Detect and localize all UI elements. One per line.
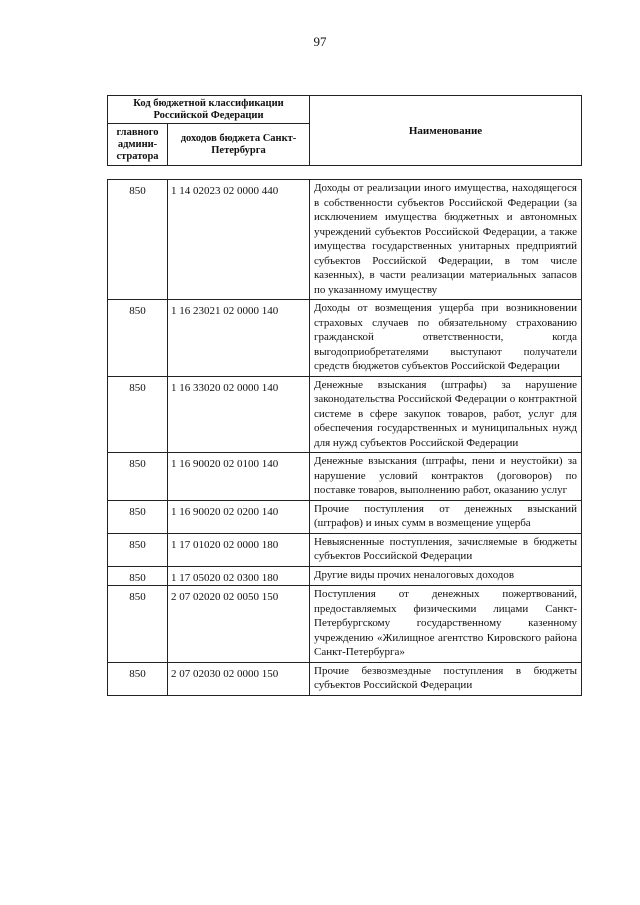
- table-header: [107, 95, 582, 166]
- header-main-administrator: главного админи-стратора: [108, 124, 168, 166]
- table-row: [108, 586, 582, 663]
- revenue-code-cell: 1 16 90020 02 0100 140: [168, 453, 310, 501]
- header-revenue-code: доходов бюджета Санкт-Петербурга: [168, 124, 310, 166]
- revenue-name-cell: Денежные взыскания (штрафы, пени и неустойки) за нарушение условий контрактов (договоров) по поставке товаров, выполнению работ, оказанию услуг: [310, 453, 582, 501]
- header-budget-classification-code: Код бюджетной классификации Российской Федерации: [108, 96, 310, 124]
- table-row: [108, 500, 582, 533]
- admin-code-cell: 850: [108, 453, 168, 501]
- revenue-name-cell: Доходы от реализации иного имущества, находящегося в собственности субъектов Российской Федерации (за исключением имущества бюджетных и автономных учреждений субъектов Российской Федерации, а также имущества государственных унитарных предприятий субъектов Российской Федерации, в том числе казенных), в части реализации материальных запасов по указанному имуществу: [310, 180, 582, 300]
- header-name: Наименование: [310, 96, 582, 166]
- admin-code-cell: 850: [108, 566, 168, 586]
- revenue-code-cell: 1 17 05020 02 0300 180: [168, 566, 310, 586]
- admin-code-cell: 850: [108, 180, 168, 300]
- revenue-code-cell: 2 07 02020 02 0050 150: [168, 586, 310, 663]
- table-row: [108, 566, 582, 586]
- revenue-name-cell: Прочие безвозмездные поступления в бюджеты субъектов Российской Федерации: [310, 662, 582, 695]
- revenue-name-cell: Прочие поступления от денежных взысканий (штрафов) и иных сумм в возмещение ущерба: [310, 500, 582, 533]
- revenue-code-cell: 2 07 02030 02 0000 150: [168, 662, 310, 695]
- page-number: 97: [313, 34, 327, 49]
- revenue-name-cell: Денежные взыскания (штрафы) за нарушение законодательства Российской Федерации о контрактной системе в сфере закупок товаров, работ, услуг для обеспечения государственных и муниципальных нужд для нужд субъектов Российской Федерации: [310, 376, 582, 453]
- revenue-code-cell: 1 16 23021 02 0000 140: [168, 300, 310, 377]
- revenue-code-cell: 1 16 33020 02 0000 140: [168, 376, 310, 453]
- admin-code-cell: 850: [108, 533, 168, 566]
- admin-code-cell: 850: [108, 376, 168, 453]
- revenue-table: [107, 179, 582, 696]
- admin-code-cell: 850: [108, 586, 168, 663]
- revenue-code-cell: 1 14 02023 02 0000 440: [168, 180, 310, 300]
- table-row: [108, 180, 582, 300]
- table-row: [108, 533, 582, 566]
- revenue-code-cell: 1 16 90020 02 0200 140: [168, 500, 310, 533]
- revenue-name-cell: Другие виды прочих неналоговых доходов: [310, 566, 582, 586]
- table-row: [108, 662, 582, 695]
- revenue-name-cell: Поступления от денежных пожертвований, предоставляемых физическими лицами Санкт-Петербургскому государственному казенному учреждению «Жилищное агентство Кировского района Санкт-Петербурга»: [310, 586, 582, 663]
- admin-code-cell: 850: [108, 500, 168, 533]
- table-row: [108, 453, 582, 501]
- revenue-name-cell: Невыясненные поступления, зачисляемые в бюджеты субъектов Российской Федерации: [310, 533, 582, 566]
- revenue-name-cell: Доходы от возмещения ущерба при возникновении страховых случаев по обязательному страхованию гражданской ответственности, когда выгодоприобретателями выступают получатели средств бюджетов субъектов Российской Федерации: [310, 300, 582, 377]
- admin-code-cell: 850: [108, 662, 168, 695]
- table-row: [108, 300, 582, 377]
- table-row: [108, 376, 582, 453]
- admin-code-cell: 850: [108, 300, 168, 377]
- revenue-code-cell: 1 17 01020 02 0000 180: [168, 533, 310, 566]
